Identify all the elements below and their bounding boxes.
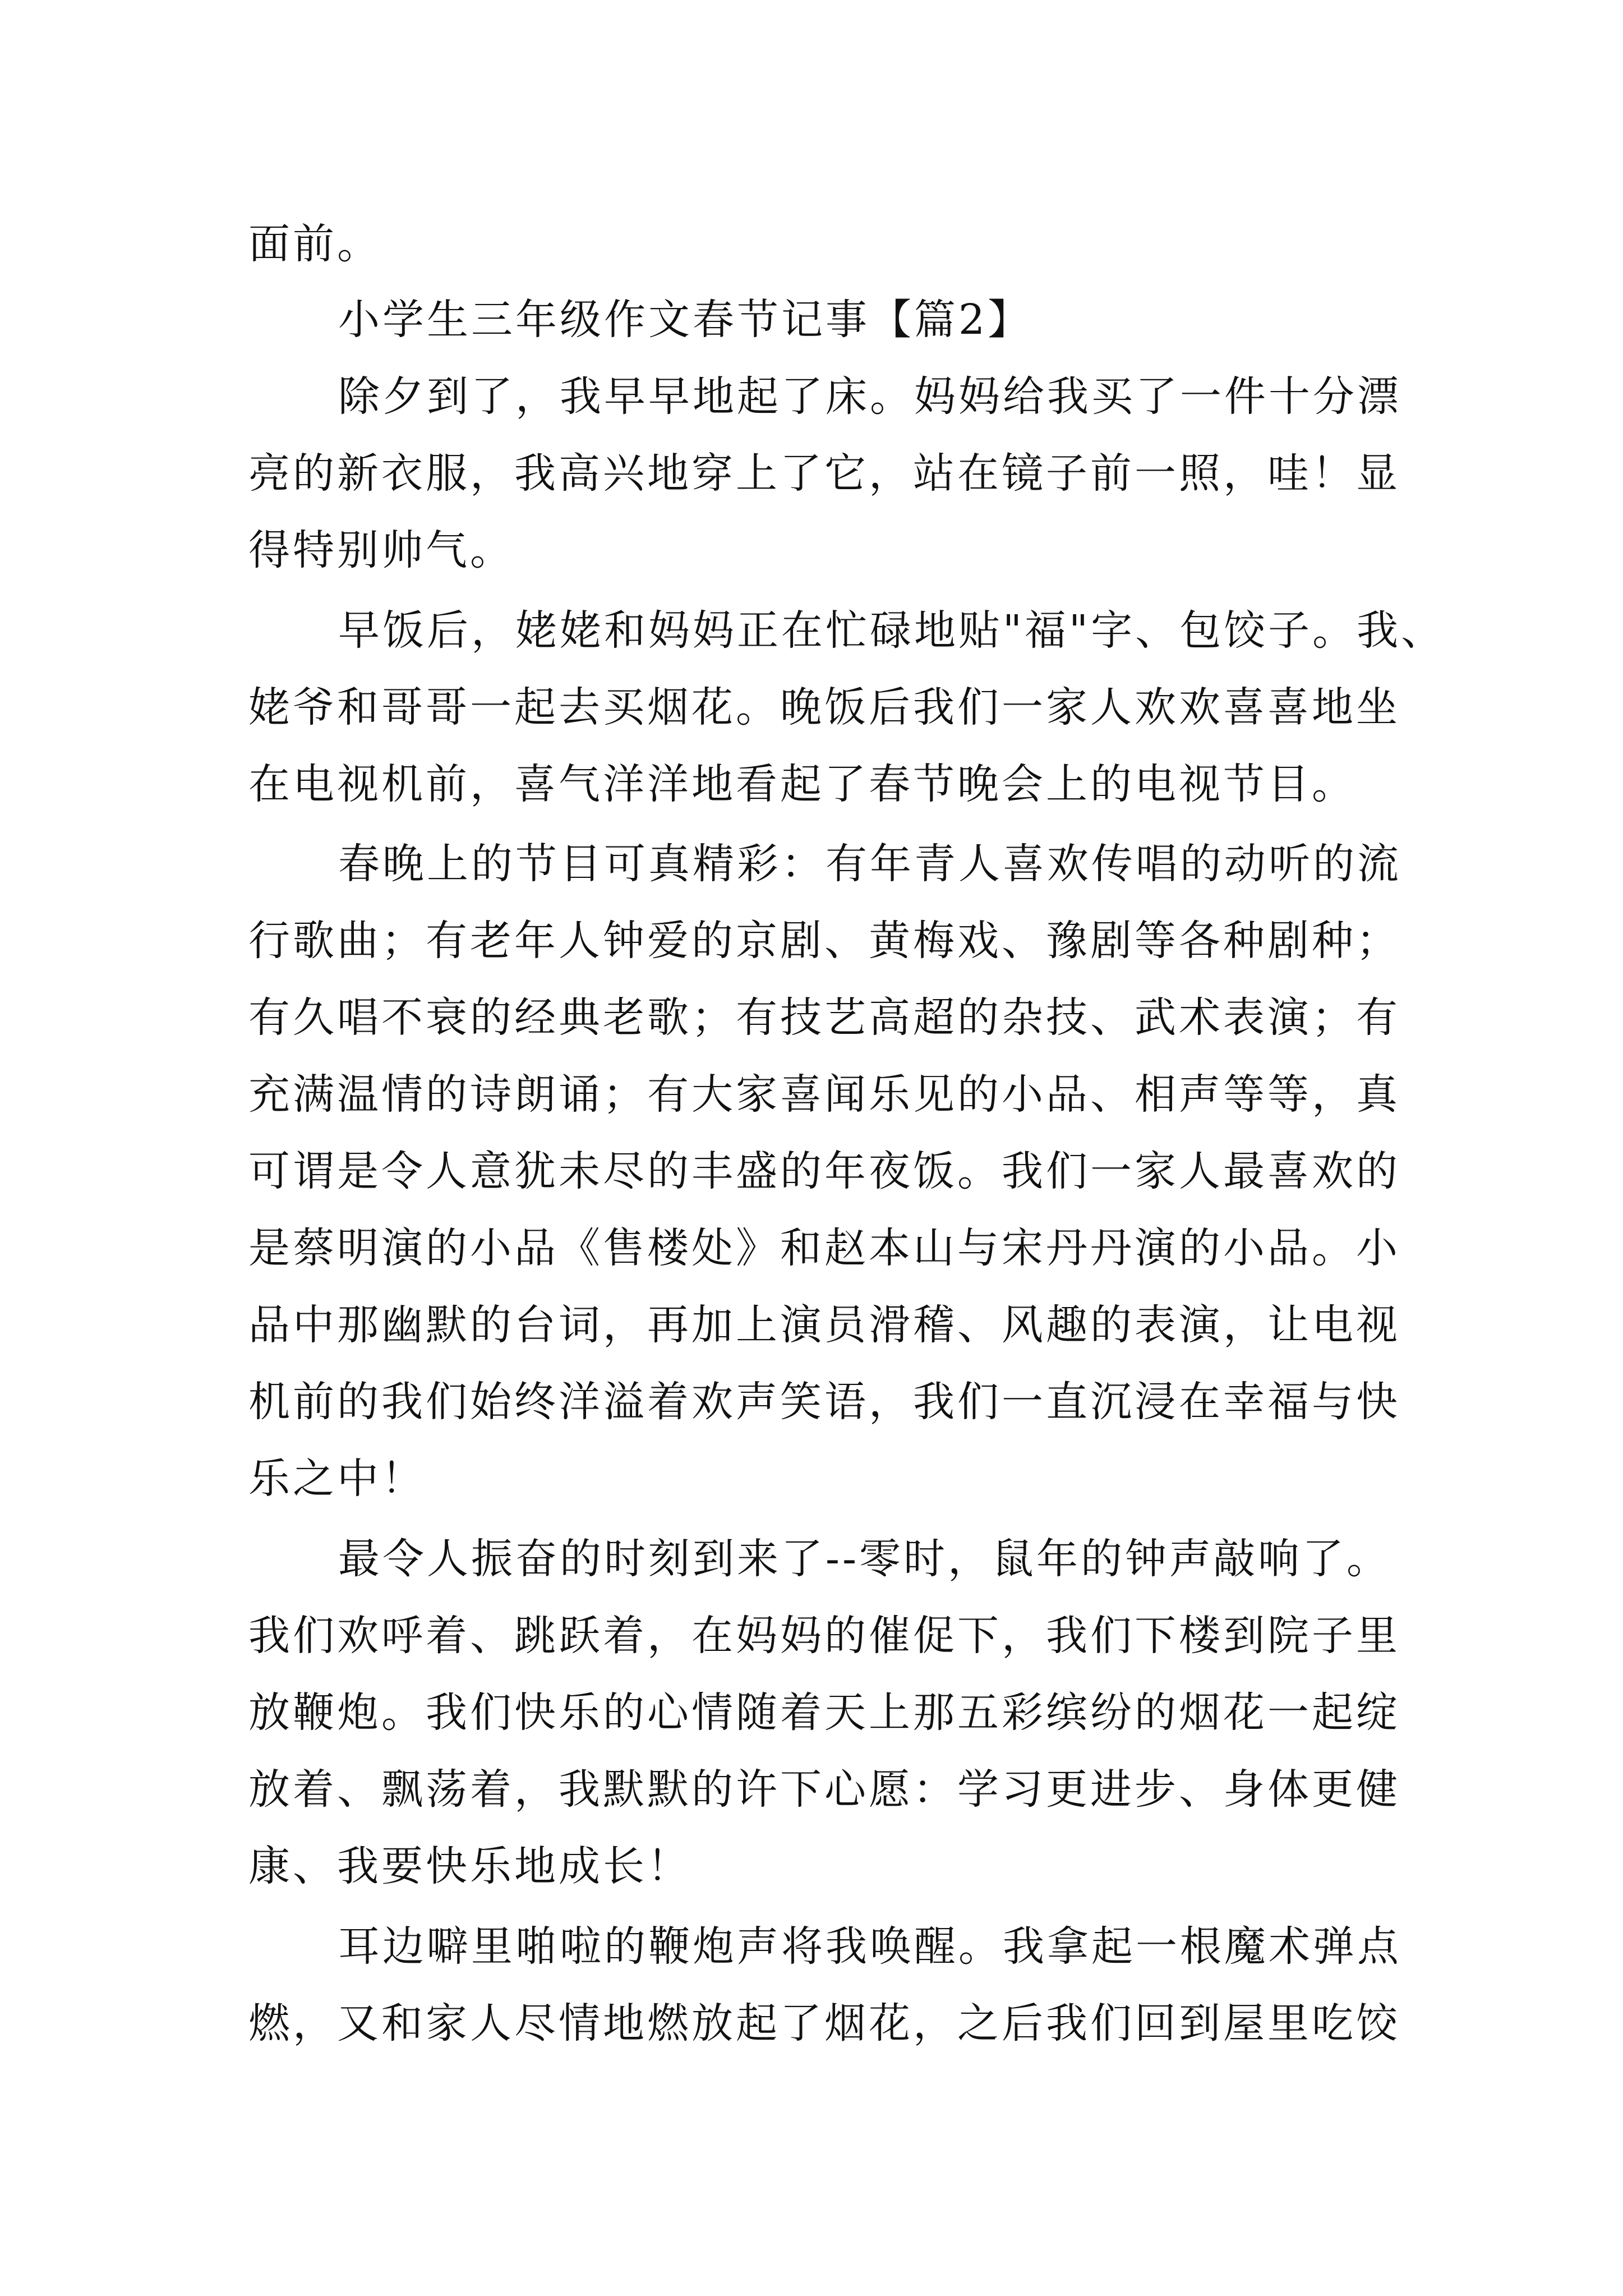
text-line: 早饭后，姥姥和妈妈正在忙碌地贴"福"字、包饺子。我、 — [338, 606, 1446, 655]
text-line: 燃，又和家人尽情地燃放起了烟花，之后我们回到屋里吃饺 — [248, 1999, 1400, 2047]
text-line: 放鞭炮。我们快乐的心情随着天上那五彩缤纷的烟花一起绽 — [248, 1688, 1400, 1737]
text-line: 亮的新衣服，我高兴地穿上了它，站在镜子前一照，哇！显 — [248, 449, 1400, 498]
text-line: 耳边噼里啪啦的鞭炮声将我唤醒。我拿起一根魔术弹点 — [338, 1922, 1401, 1971]
text-line: 除夕到了，我早早地起了床。妈妈给我买了一件十分漂 — [338, 372, 1401, 421]
text-line: 可谓是令人意犹未尽的丰盛的年夜饭。我们一家人最喜欢的 — [248, 1147, 1400, 1195]
text-line: 品中那幽默的台词，再加上演员滑稽、风趣的表演，让电视 — [248, 1301, 1400, 1349]
text-line: 放着、飘荡着，我默默的许下心愿：学习更进步、身体更健 — [248, 1765, 1400, 1814]
text-line: 康、我要快乐地成长！ — [248, 1842, 691, 1890]
text-line: 在电视机前，喜气洋洋地看起了春节晚会上的电视节目。 — [248, 760, 1356, 808]
text-line: 最令人振奋的时刻到来了--零时，鼠年的钟声敲响了。 — [338, 1535, 1391, 1583]
text-line: 机前的我们始终洋溢着欢声笑语，我们一直沉浸在幸福与快 — [248, 1378, 1400, 1426]
text-line: 面前。 — [248, 220, 381, 268]
text-line: 春晚上的节目可真精彩：有年青人喜欢传唱的动听的流 — [338, 840, 1401, 888]
text-line: 我们欢呼着、跳跃着，在妈妈的催促下，我们下楼到院子里 — [248, 1612, 1400, 1660]
text-line: 是蔡明演的小品《售楼处》和赵本山与宋丹丹演的小品。小 — [248, 1224, 1400, 1272]
text-line: 乐之中！ — [248, 1455, 426, 1503]
text-line: 姥爷和哥哥一起去买烟花。晚饭后我们一家人欢欢喜喜地坐 — [248, 683, 1400, 731]
section-heading: 小学生三年级作文春节记事【篇2】 — [338, 296, 1032, 344]
text-line: 行歌曲；有老年人钟爱的京剧、黄梅戏、豫剧等各种剧种； — [248, 917, 1400, 965]
text-line: 得特别帅气。 — [248, 526, 514, 574]
text-line: 充满温情的诗朗诵；有大家喜闻乐见的小品、相声等等，真 — [248, 1070, 1400, 1119]
text-line: 有久唱不衰的经典老歌；有技艺高超的杂技、武术表演；有 — [248, 993, 1400, 1042]
